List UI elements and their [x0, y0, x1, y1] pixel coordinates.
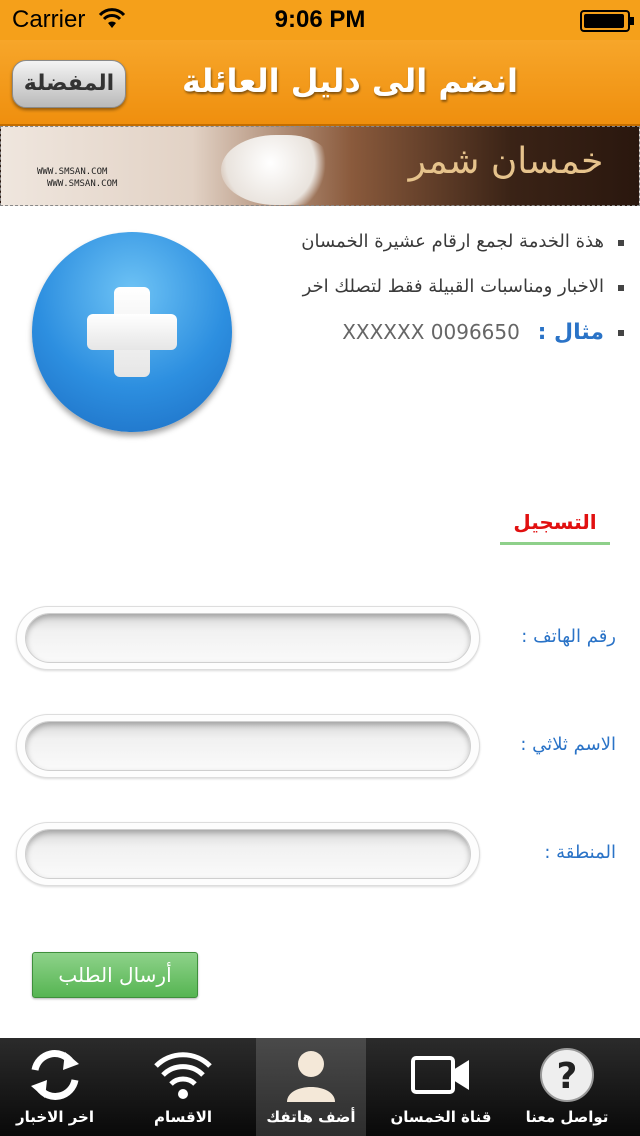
name-field-frame: [16, 714, 480, 778]
tab-label: تواصل معنا: [525, 1108, 609, 1126]
info-item: [230, 228, 630, 273]
person-icon: [281, 1046, 341, 1104]
tab-add-phone[interactable]: [256, 1038, 366, 1136]
tab-label: الاقسام: [153, 1108, 213, 1126]
battery-icon: [580, 10, 630, 32]
tab-contact-us[interactable]: [512, 1038, 622, 1136]
info-item-example: [230, 318, 630, 363]
page-title: انضم الى دليل العائلة: [182, 62, 518, 100]
plus-icon-bar: [87, 314, 177, 350]
tab-label: اخر الاخبار: [15, 1108, 95, 1126]
status-bar: [0, 0, 640, 40]
tab-channel[interactable]: [386, 1038, 496, 1136]
tab-bar: [0, 1038, 640, 1136]
tab-sections[interactable]: [128, 1038, 238, 1136]
name-input[interactable]: [25, 721, 471, 771]
banner-brand: خمسان شمر: [408, 141, 604, 182]
clock: 9:06 PM: [274, 6, 366, 33]
info-text: هذة الخدمة لجمع ارقام عشيرة الخمسان: [301, 231, 604, 252]
tab-label: أضف هاتفك: [266, 1108, 356, 1126]
section-underline: [500, 542, 610, 545]
add-contact-button[interactable]: [32, 232, 232, 432]
banner-url: WWW.SMSAN.COM: [37, 167, 108, 177]
video-camera-icon: [411, 1046, 471, 1104]
section-title: التسجيل: [513, 510, 597, 534]
banner-url: WWW.SMSAN.COM: [47, 179, 118, 189]
horse-image: [221, 135, 331, 205]
carrier-label: Carrier: [12, 6, 86, 33]
svg-text:?: ?: [556, 1056, 578, 1097]
banner-image: [0, 126, 640, 206]
example-value: 0096650 XXXXXX: [342, 320, 520, 344]
phone-field-frame: [16, 606, 480, 670]
info-text: الاخبار ومناسبات القبيلة فقط لتصلك اخر: [302, 276, 604, 297]
phone-input[interactable]: [25, 613, 471, 663]
favorites-button[interactable]: المفضلة: [12, 60, 126, 108]
info-list: [230, 228, 630, 363]
wifi-icon: [153, 1046, 213, 1104]
region-input[interactable]: [25, 829, 471, 879]
region-label: المنطقة :: [544, 842, 616, 863]
example-label: مثال :: [537, 320, 604, 345]
refresh-icon: [25, 1046, 85, 1104]
info-item: [230, 273, 630, 318]
phone-label: رقم الهاتف :: [521, 626, 616, 647]
navigation-bar: [0, 40, 640, 126]
submit-request-button[interactable]: أرسال الطلب: [32, 952, 198, 998]
help-icon: [537, 1046, 597, 1104]
tab-latest-news[interactable]: [0, 1038, 110, 1136]
name-label: الاسم ثلاثي :: [520, 734, 616, 755]
tab-label: قناة الخمسان: [390, 1108, 492, 1126]
region-field-frame: [16, 822, 480, 886]
